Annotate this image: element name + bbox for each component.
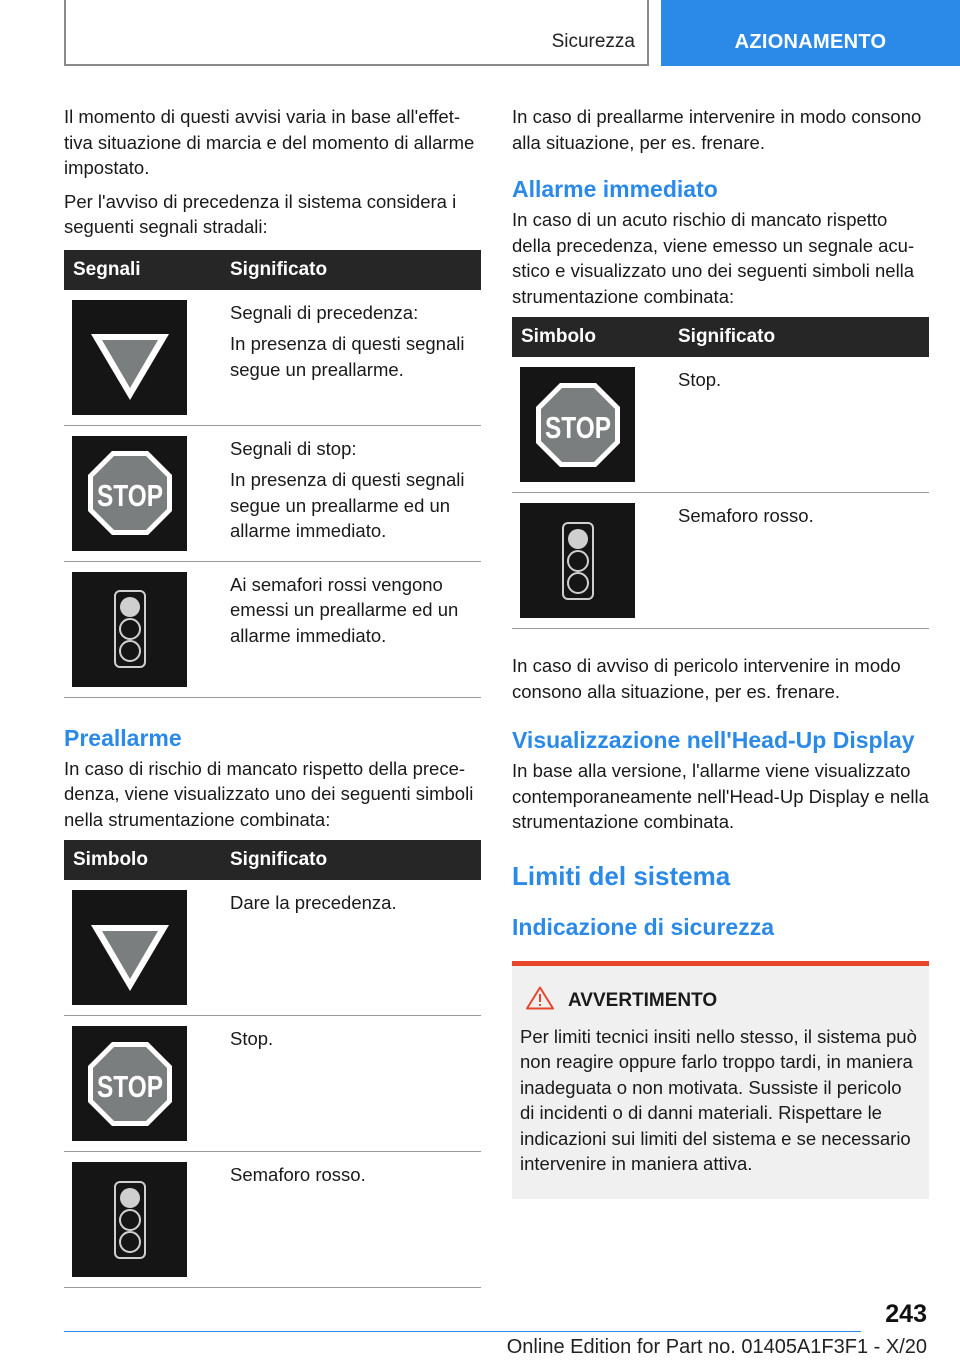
yield-sign-icon [72,890,187,1005]
header-chapter-label: AZIONAMENTO [734,31,887,53]
svg-text:STOP: STOP [96,1068,163,1104]
footer-divider [64,1331,861,1332]
footer-edition-text: Online Edition for Part no. 01405A1F3F1 - X/20 [506,1336,927,1358]
cell-text: Semaforo rosso. [678,505,814,526]
stop-sign-icon [72,436,187,551]
header-section-box [64,0,649,66]
cell-text: Stop. [678,369,722,390]
table-row [512,493,929,629]
table-row [64,1152,481,1288]
warning-triangle-icon [526,986,556,1016]
table-row [64,290,481,426]
column-header-symbol: Simbolo [64,840,230,880]
table-row [64,425,481,561]
paragraph: In caso di rischio di mancato rispetto della precedenza, viene visualizzato uno dei seguenti simboli nella strumentazione combinata: [64,757,474,830]
cell-text: In presenza di questi segnali segue un preallarme. [230,333,465,380]
right-column [512,104,929,1199]
column-header-meaning: Significato [230,250,481,290]
warning-title: AVVERTIMENTO [568,989,718,1011]
header-chapter-tab[interactable] [661,0,960,66]
paragraph: In caso di avviso di pericolo intervenire in modo consono alla situazione, per es. frenare. [512,655,901,702]
warning-box [512,961,929,1199]
table-row [64,880,481,1016]
section-heading-immediate-alarm: Allarme immediato [512,176,718,202]
table-row [512,357,929,493]
section-heading-system-limits: Limiti del sistema [512,860,731,891]
stop-sign-icon [72,1026,187,1141]
header-section-label: Sicurezza [551,31,635,52]
traffic-light-icon [72,1162,187,1277]
svg-text:STOP: STOP [544,409,611,445]
section-heading-prealarm: Preallarme [64,724,182,751]
table-row [64,561,481,697]
immediate-alarm-symbols-table [512,317,929,629]
cell-text: Stop. [230,1028,274,1049]
column-header-symbol: Simbolo [512,317,678,357]
cell-text: Semaforo rosso. [230,1164,366,1185]
prealarm-symbols-table [64,840,481,1288]
warning-header [520,986,921,1016]
section-heading-safety-note: Indicazione di sicurezza [512,913,775,940]
section-heading-hud: Visualizzazione nell'Head-Up Display [512,727,915,753]
traffic-light-icon [520,503,635,618]
cell-text: Segnali di stop: [230,437,357,459]
traffic-light-icon [72,572,187,687]
paragraph: Il momento di questi avvisi varia in base all'effettiva situazione di marcia e del momento di allarme impostato. [64,106,475,178]
cell-text: Ai semafori rossi vengono emessi un preallarme ed un allarme immediato. [230,573,459,646]
warning-text: Per limiti tecnici insiti nello stesso, il sistema può non reagire oppure farlo troppo tardi, in maniera inadeguata o non motivata. Sussiste il pericolo di incidenti o di danni materiali. Rispettare le indicazioni sui limiti del sistema e se necessario intervenire in maniera attiva. [520,1025,917,1174]
column-header-meaning: Significato [230,840,481,880]
paragraph: In caso di preallarme intervenire in modo consono alla situazione, per es. frenare. [512,106,922,153]
table-row [64,1016,481,1152]
table-header [64,840,481,880]
yield-sign-icon [72,300,187,415]
left-column [64,104,481,1288]
signals-table [64,250,481,698]
column-header-signals: Segnali [64,250,230,290]
paragraph: In base alla versione, l'allarme viene visualizzato contemporaneamente nell'Head-Up Display e nella strumentazione combinata. [512,760,929,832]
paragraph: Per l'avviso di precedenza il sistema considera i seguenti segnali stradali: [64,190,457,237]
cell-text: In presenza di questi segnali segue un preallarme ed un allarme immediato. [230,469,465,541]
paragraph: In caso di un acuto rischio di mancato rispetto della precedenza, viene emesso un segnale acustico e visualizzato uno dei seguenti simboli nella strumentazione combinata: [512,209,915,307]
page-number: 243 [885,1300,927,1328]
stop-sign-icon [520,367,635,482]
column-header-meaning: Significato [678,317,929,357]
table-header [64,250,481,290]
cell-text: Dare la precedenza. [230,892,397,913]
svg-text:STOP: STOP [96,478,163,513]
table-header [512,317,929,357]
cell-text: Segnali di precedenza: [230,301,419,323]
